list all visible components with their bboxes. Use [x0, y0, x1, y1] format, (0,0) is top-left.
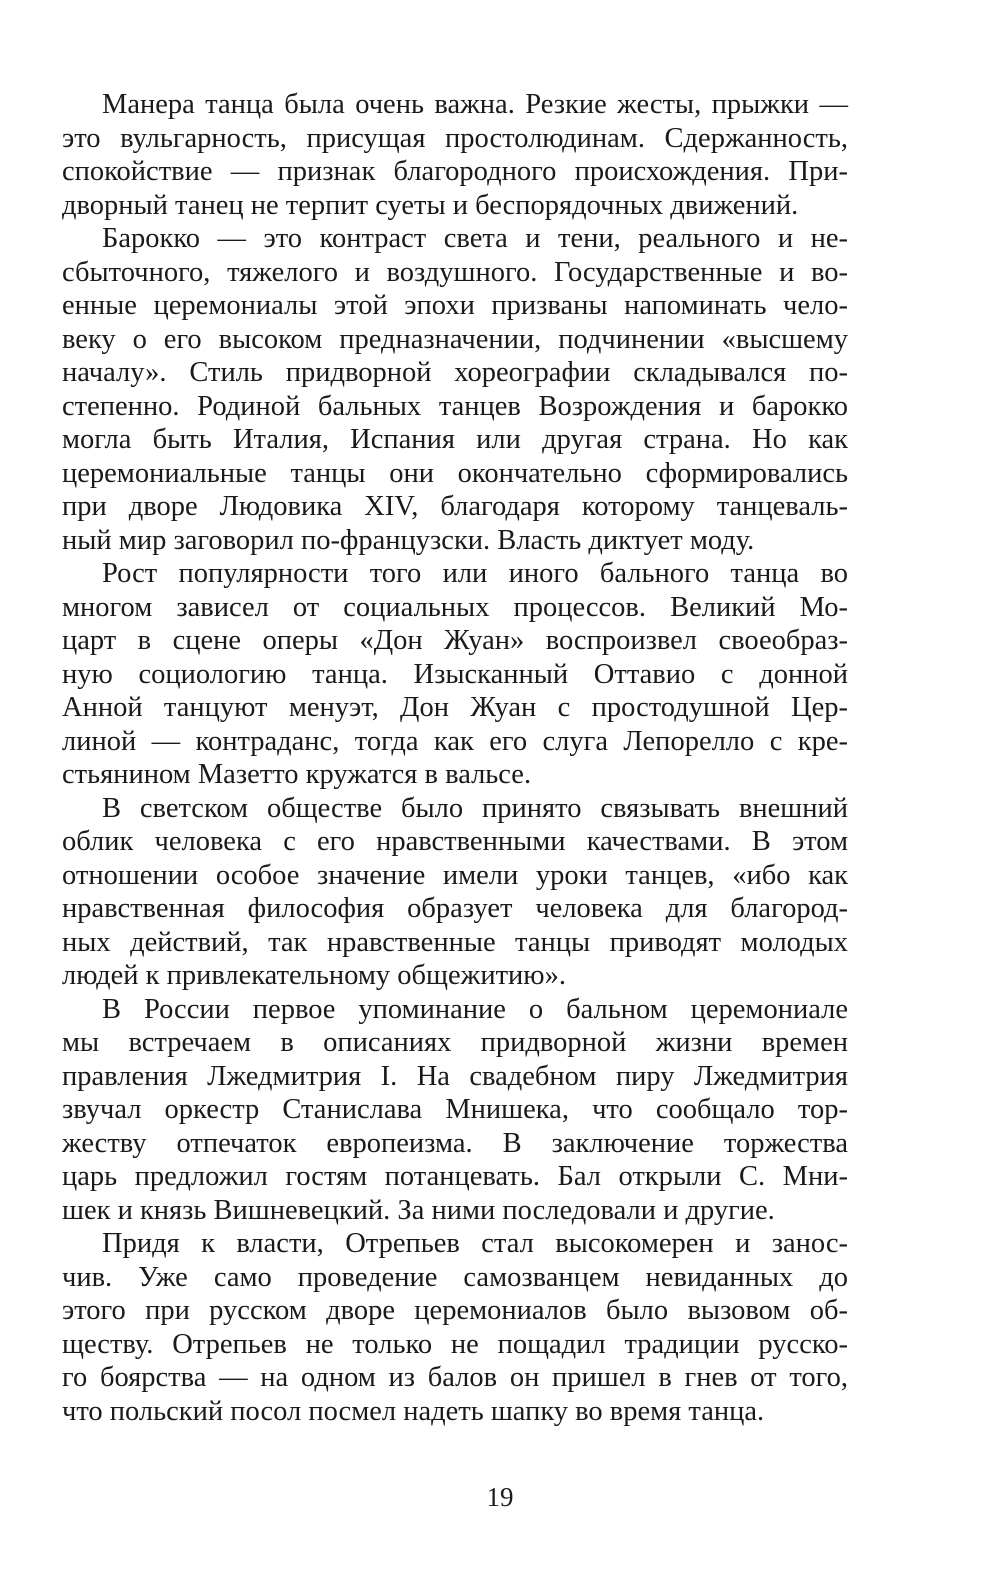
text-line: спокойствие — признак благородного происхождения. При-: [62, 156, 848, 187]
text-line: ный мир заговорил по-французски. Власть диктует моду.: [62, 524, 755, 556]
paragraph: [62, 222, 848, 557]
text-line: В светском обществе было принято связывать внешний: [102, 792, 848, 824]
text-line: отношении особое значение имели уроки танцев, «ибо как: [62, 859, 848, 891]
text-line: енные церемониалы этой эпохи призваны напоминать чело-: [62, 290, 848, 321]
text-line: царт в сцене оперы «Дон Жуан» воспроизвел своеобраз-: [62, 625, 848, 656]
text-line: линой — контраданс, тогда как его слуга Лепорелло с кре-: [62, 725, 848, 757]
text-line: Барокко — это контраст света и тени, реального и не-: [102, 223, 848, 254]
text-line: церемониальные танцы они окончательно сформировались: [62, 457, 848, 489]
text-line: ную социологию танца. Изысканный Оттавио с донной: [62, 658, 848, 690]
text-line: чив. Уже само проведение самозванцем невиданных до: [62, 1261, 848, 1293]
text-line: сбыточного, тяжелого и воздушного. Государственные и во-: [62, 256, 848, 288]
text-line: царь предложил гостям потанцевать. Бал открыли С. Мни-: [62, 1161, 848, 1192]
text-line: го боярства — на одном из балов он пришел в гнев от того,: [62, 1362, 848, 1393]
text-line: это вульгарность, присущая простолюдинам. Сдержанность,: [62, 122, 848, 154]
text-line: Рост популярности того или иного бального танца во: [102, 558, 848, 589]
text-line: степенно. Родиной бальных танцев Возрождения и барокко: [62, 390, 848, 422]
text-line: В России первое упоминание о бальном церемониале: [102, 993, 848, 1025]
text-line: что польский посол посмел надеть шапку во время танца.: [62, 1395, 765, 1427]
page-number: 19: [486, 1482, 514, 1512]
text-line: звучал оркестр Станислава Мнишека, что сообщало тор-: [62, 1094, 848, 1125]
paragraph: [62, 88, 848, 222]
text-line: мы встречаем в описаниях придворной жизни времен: [62, 1027, 848, 1058]
text-line: стьянином Мазетто кружатся в вальсе.: [62, 759, 532, 790]
text-line: жеству отпечаток европеизма. В заключение торжества: [62, 1127, 848, 1159]
text-line: многом зависел от социальных процессов. Великий Мо-: [62, 591, 848, 623]
text-line: дворный танец не терпит суеты и беспорядочных движений.: [62, 189, 799, 221]
text-line: ных действий, так нравственные танцы приводят молодых: [62, 926, 848, 958]
text-line: Придя к власти, Отрепьев стал высокомерен и занос-: [102, 1228, 848, 1259]
text-line: людей к привлекательному общежитию».: [62, 960, 566, 991]
paragraph: [62, 557, 848, 792]
text-line: могла быть Италия, Испания или другая страна. Но как: [62, 424, 848, 455]
body-text: [62, 88, 848, 1428]
text-line: шек и князь Вишневецкий. За ними последовали и другие.: [62, 1194, 775, 1226]
text-line: при дворе Людовика XIV, благодаря которому танцеваль-: [62, 491, 848, 522]
text-line: веку о его высоком предназначении, подчинении «высшему: [62, 323, 848, 355]
paragraph: [62, 792, 848, 993]
paragraph: [62, 993, 848, 1228]
text-line: Манера танца была очень важна. Резкие жесты, прыжки —: [102, 89, 848, 120]
text-line: правления Лжедмитрия I. На свадебном пиру Лжедмитрия: [62, 1060, 848, 1092]
text-line: облик человека с его нравственными качествами. В этом: [62, 826, 848, 857]
paragraph: [62, 1227, 848, 1428]
text-line: ществу. Отрепьев не только не пощадил традиции русско-: [62, 1328, 848, 1360]
text-line: началу». Стиль придворной хореографии складывался по-: [62, 357, 848, 388]
text-line: Анной танцуют менуэт, Дон Жуан с простодушной Цер-: [62, 692, 848, 723]
text-line: этого при русском дворе церемониалов было вызовом об-: [62, 1295, 848, 1326]
text-line: нравственная философия образует человека для благород-: [62, 893, 848, 924]
